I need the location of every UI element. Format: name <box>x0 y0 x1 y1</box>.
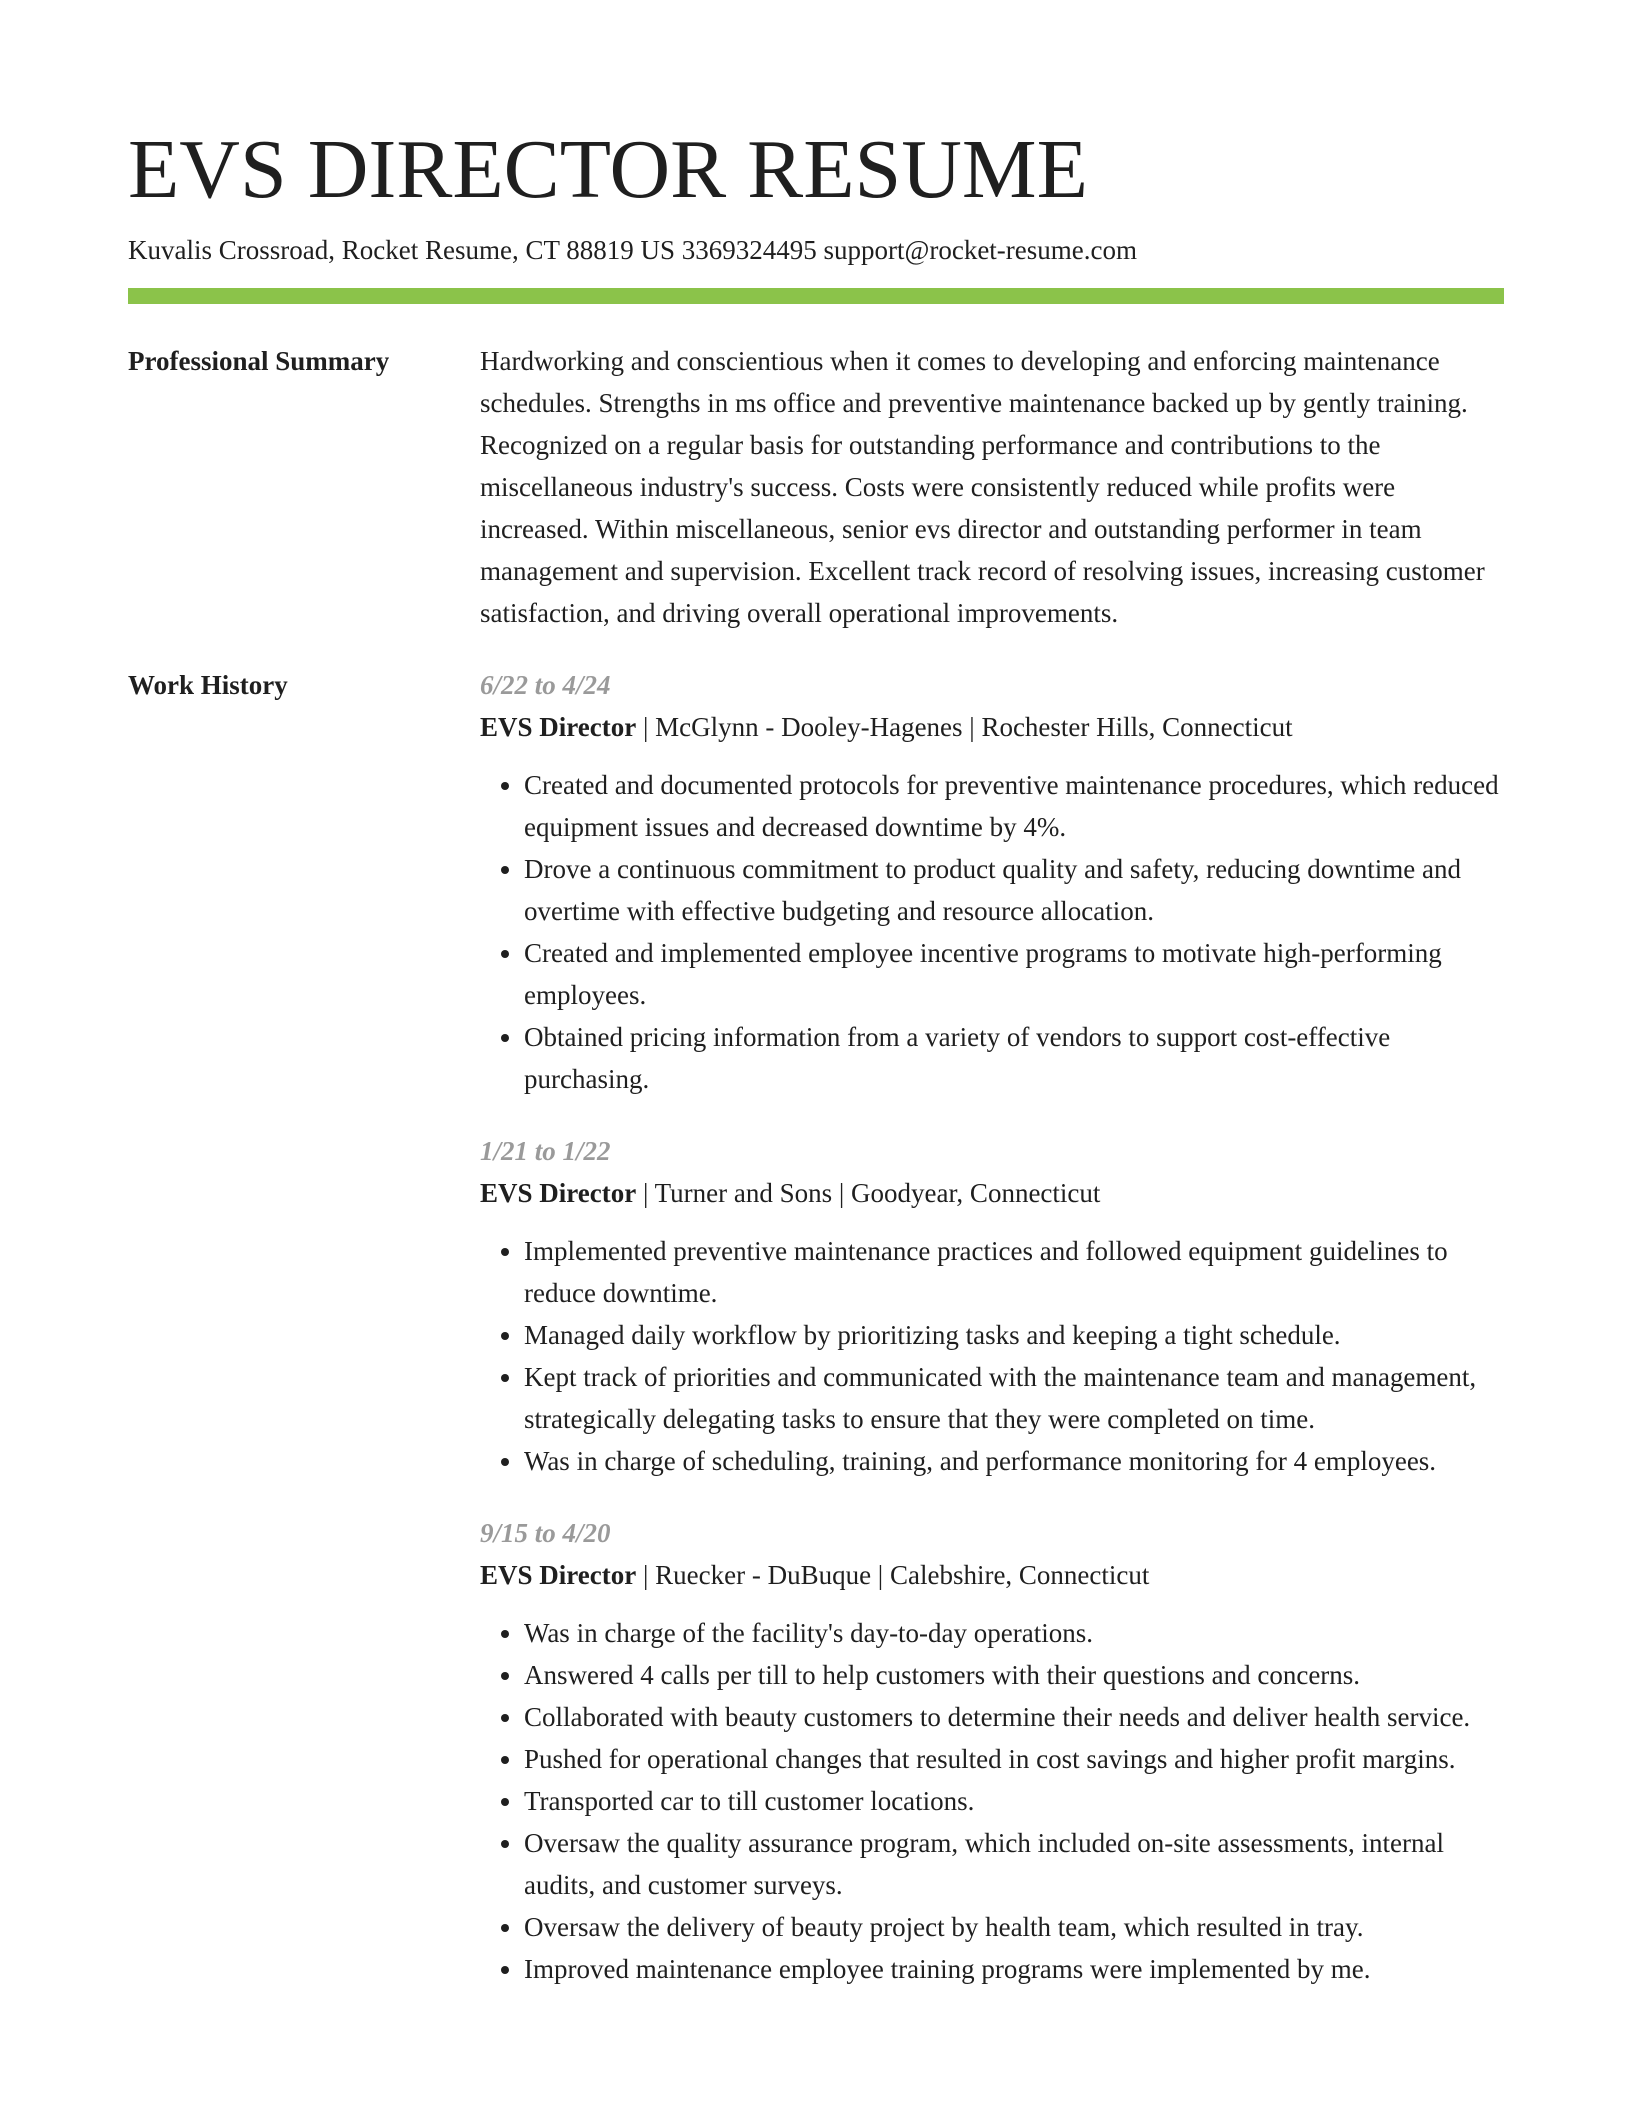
job-bullet: • Created and documented protocols for preventive maintenance procedures, which reduced equipment issues and decreased downtime by 4%. <box>524 764 1504 848</box>
job-bullet: • Kept track of priorities and communicated with the maintenance team and management, strategically delegating tasks to ensure that they were completed on time. <box>524 1356 1504 1440</box>
header-divider <box>128 288 1504 304</box>
job-details: | McGlynn - Dooley-Hagenes | Rochester Hills, Connecticut <box>636 712 1293 742</box>
job-bullet: • Improved maintenance employee training programs were implemented by me. <box>524 1948 1504 1990</box>
summary-text: Hardworking and conscientious when it comes to developing and enforcing maintenance schedules. Strengths in ms office and preventive maintenance backed up by gently training. Recognized on a regular basis for outstanding performance and contributions to the miscellaneous industry's success. Costs were consistently reduced while profits were increased. Within miscellaneous, senior evs director and outstanding performer in team management and supervision. Excellent track record of resolving issues, increasing customer satisfaction, and driving overall operational improvements. <box>480 346 1485 628</box>
summary-section <box>128 340 1504 634</box>
job-bullet: • Collaborated with beauty customers to determine their needs and deliver health service. <box>524 1696 1504 1738</box>
job-bullet: • Implemented preventive maintenance practices and followed equipment guidelines to reduce downtime. <box>524 1230 1504 1314</box>
job-entry <box>480 664 1504 1100</box>
job-details: | Turner and Sons | Goodyear, Connecticut <box>636 1178 1101 1208</box>
summary-body <box>480 340 1504 634</box>
contact-line: Kuvalis Crossroad, Rocket Resume, CT 88819 US 3369324495 support@rocket-resume.com <box>128 235 1137 265</box>
job-bullet: • Was in charge of the facility's day-to-day operations. <box>524 1612 1504 1654</box>
job-bullet: • Obtained pricing information from a variety of vendors to support cost-effective purchasing. <box>524 1016 1504 1100</box>
job-heading <box>480 1554 1504 1596</box>
job-heading <box>480 1172 1504 1214</box>
job-bullet: • Oversaw the delivery of beauty project by health team, which resulted in tray. <box>524 1906 1504 1948</box>
job-dates: 6/22 to 4/24 <box>480 670 611 700</box>
job-heading <box>480 706 1504 748</box>
job-details: | Ruecker - DuBuque | Calebshire, Connecticut <box>636 1560 1150 1590</box>
work-history-label: Work History <box>128 670 288 700</box>
work-history-body <box>480 664 1504 2020</box>
job-title: EVS Director <box>480 1178 637 1208</box>
job-entry <box>480 1512 1504 1990</box>
job-bullets <box>480 764 1504 1100</box>
job-bullet: • Drove a continuous commitment to product quality and safety, reducing downtime and overtime with effective budgeting and resource allocation. <box>524 848 1504 932</box>
job-dates: 1/21 to 1/22 <box>480 1136 611 1166</box>
resume-title: EVS DIRECTOR RESUME <box>128 123 1088 216</box>
job-bullet: • Pushed for operational changes that resulted in cost savings and higher profit margins. <box>524 1738 1504 1780</box>
work-history-section <box>128 664 1504 2020</box>
job-bullet: • Transported car to till customer locations. <box>524 1780 1504 1822</box>
job-dates: 9/15 to 4/20 <box>480 1518 611 1548</box>
job-bullet: • Oversaw the quality assurance program, which included on-site assessments, internal audits, and customer surveys. <box>524 1822 1504 1906</box>
job-title: EVS Director <box>480 712 637 742</box>
job-bullet: • Was in charge of scheduling, training, and performance monitoring for 4 employees. <box>524 1440 1504 1482</box>
job-bullet: • Created and implemented employee incentive programs to motivate high-performing employees. <box>524 932 1504 1016</box>
summary-label: Professional Summary <box>128 346 390 376</box>
resume-page <box>128 0 1504 2020</box>
job-bullets <box>480 1230 1504 1482</box>
job-bullet: • Answered 4 calls per till to help customers with their questions and concerns. <box>524 1654 1504 1696</box>
job-bullet: • Managed daily workflow by prioritizing tasks and keeping a tight schedule. <box>524 1314 1504 1356</box>
job-bullets <box>480 1612 1504 1990</box>
job-title: EVS Director <box>480 1560 637 1590</box>
job-entry <box>480 1130 1504 1482</box>
